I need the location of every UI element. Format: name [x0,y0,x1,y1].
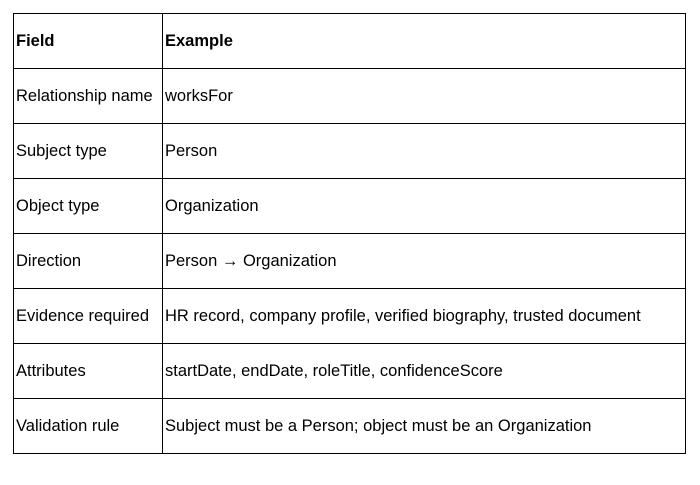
table-row [14,344,686,399]
field-cell: Evidence required [14,289,163,344]
field-cell: Object type [14,179,163,234]
table-row [14,124,686,179]
example-cell: worksFor [163,69,686,124]
table-row [14,179,686,234]
field-cell: Validation rule [14,399,163,454]
example-cell: Subject must be a Person; object must be an Organization [163,399,686,454]
table-header-row [14,14,686,69]
table-row [14,234,686,289]
relationship-definition-table [13,13,686,454]
table-row [14,69,686,124]
example-cell: HR record, company profile, verified biography, trusted document [163,289,686,344]
example-cell: Person [163,124,686,179]
table-row [14,399,686,454]
field-cell: Direction [14,234,163,289]
example-cell: Person → Organization [163,234,686,289]
header-field: Field [14,14,163,69]
example-cell: startDate, endDate, roleTitle, confidenceScore [163,344,686,399]
field-cell: Relationship name [14,69,163,124]
table-row [14,289,686,344]
field-cell: Subject type [14,124,163,179]
field-cell: Attributes [14,344,163,399]
header-example: Example [163,14,686,69]
example-cell: Organization [163,179,686,234]
